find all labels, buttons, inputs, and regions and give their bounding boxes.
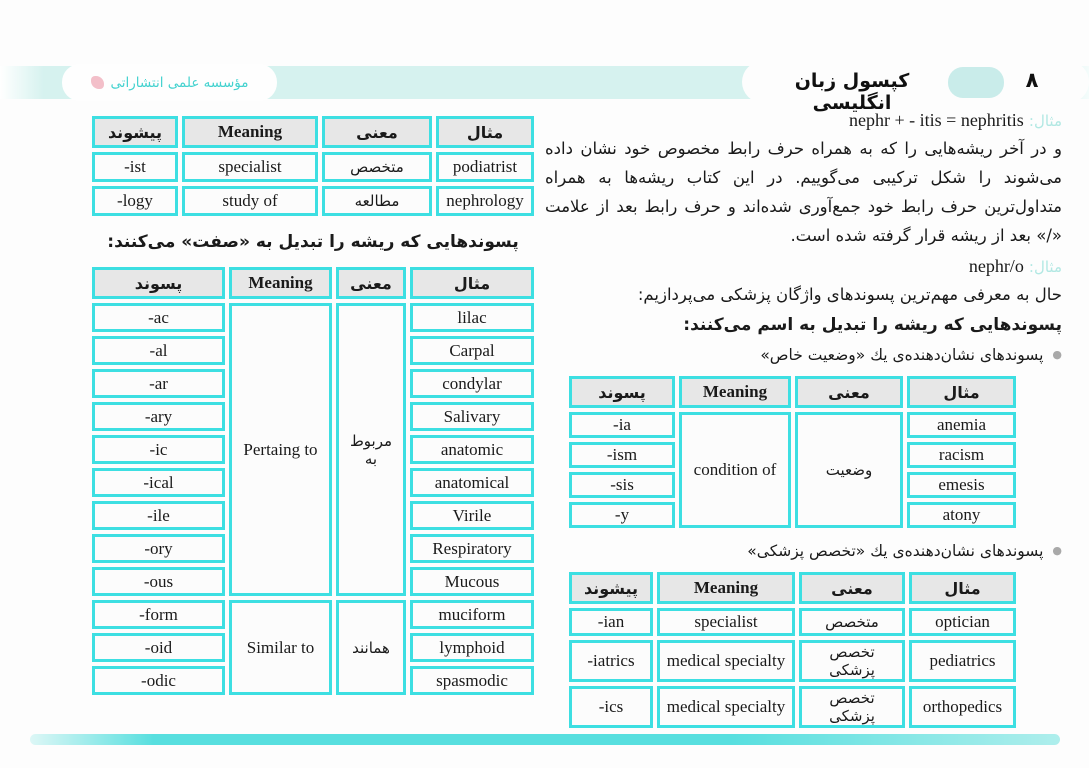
table-header-row <box>92 116 534 148</box>
col-header-suffix: پیشوند <box>569 572 653 604</box>
bullet-line-specialty <box>545 538 1062 564</box>
table-header-row <box>569 376 1016 408</box>
cell-suffix: -sis <box>569 472 675 498</box>
publisher-pill <box>62 64 277 101</box>
cell-meaning: specialist <box>657 608 795 636</box>
example-label: مثال: <box>1028 112 1062 130</box>
cell-suffix: -ous <box>92 567 225 596</box>
cell-meaning-merged: Pertaing to <box>229 303 332 596</box>
table-row <box>92 152 534 182</box>
col-header-meaning: Meaning <box>679 376 791 408</box>
cell-example: spasmodic <box>410 666 534 695</box>
cell-example: anatomic <box>410 435 534 464</box>
cell-suffix: -ist <box>92 152 178 182</box>
cell-example: muciform <box>410 600 534 629</box>
cell-example: atony <box>907 502 1016 528</box>
cell-example: Respiratory <box>410 534 534 563</box>
cell-suffix: -ac <box>92 303 225 332</box>
example-line-nephro <box>545 252 1062 280</box>
cell-persian: مطالعه <box>322 186 432 216</box>
cell-suffix: -form <box>92 600 225 629</box>
cell-meaning-merged: condition of <box>679 412 791 528</box>
example-line-nephritis <box>545 106 1062 134</box>
table-row <box>569 472 1016 498</box>
cell-suffix: -y <box>569 502 675 528</box>
header-divider <box>948 67 1004 98</box>
col-header-suffix: پسوند <box>92 267 225 299</box>
cell-example: optician <box>909 608 1016 636</box>
noun-suffix-table <box>88 112 538 220</box>
table-row <box>569 412 1016 438</box>
col-header-suffix: پسوند <box>569 376 675 408</box>
cell-example: orthopedics <box>909 686 1016 728</box>
cell-example: Virile <box>410 501 534 530</box>
intro-line: حال به معرفی مهم‌ترین پسوندهای واژگان پزشکی می‌پردازیم: <box>637 285 1062 304</box>
col-header-persian: معنی <box>799 572 905 604</box>
bullet-icon: ● <box>1052 544 1062 557</box>
col-header-suffix: پیشوند <box>92 116 178 148</box>
col-header-example: مثال <box>909 572 1016 604</box>
right-column <box>545 106 1062 738</box>
cell-example: podiatrist <box>436 152 534 182</box>
bullet-text: پسوندهای نشان‌دهنده‌ی یك «تخصص پزشکی» <box>747 542 1044 560</box>
condition-suffix-table <box>565 372 1020 532</box>
bullet-icon: ● <box>1052 348 1062 361</box>
cell-example: lymphoid <box>410 633 534 662</box>
table-row <box>569 442 1016 468</box>
footer-band <box>30 734 1060 745</box>
col-header-persian: معنی <box>795 376 903 408</box>
cell-meaning: study of <box>182 186 318 216</box>
bullet-line-condition <box>545 342 1062 368</box>
cell-suffix: -ia <box>569 412 675 438</box>
cell-suffix: -al <box>92 336 225 365</box>
col-header-example: مثال <box>410 267 534 299</box>
table-row <box>569 502 1016 528</box>
cell-persian: تخصص پزشکی <box>799 640 905 682</box>
table-row <box>92 303 534 332</box>
bullet-text: پسوندهای نشان‌دهنده‌ی یك «وضعیت خاص» <box>760 346 1044 364</box>
cell-persian: متخصص <box>799 608 905 636</box>
adjective-suffix-table <box>88 263 538 699</box>
publisher-logo-icon <box>91 76 104 89</box>
cell-suffix: -ian <box>569 608 653 636</box>
cell-persian: تخصص پزشکی <box>799 686 905 728</box>
table-header-row <box>569 572 1016 604</box>
cell-example: condylar <box>410 369 534 398</box>
cell-suffix: -ile <box>92 501 225 530</box>
noun-section-heading: پسوندهایی که ریشه را تبدیل به اسم می‌کنند: <box>683 315 1062 335</box>
example-formula: nephr + - itis = nephritis <box>849 110 1024 130</box>
col-header-example: مثال <box>436 116 534 148</box>
cell-suffix: -oid <box>92 633 225 662</box>
cell-persian-merged: همانند <box>336 600 406 695</box>
cell-example: emesis <box>907 472 1016 498</box>
cell-suffix: -ics <box>569 686 653 728</box>
page-title: کپسول زبان انگلیسی <box>794 70 910 114</box>
publisher-name: مؤسسه علمی انتشاراتی <box>110 74 249 91</box>
cell-persian: متخصص <box>322 152 432 182</box>
cell-suffix: -ar <box>92 369 225 398</box>
left-column <box>88 112 538 699</box>
cell-example: anemia <box>907 412 1016 438</box>
table-row <box>569 640 1016 682</box>
cell-suffix: -ical <box>92 468 225 497</box>
cell-example: Carpal <box>410 336 534 365</box>
table-row <box>92 186 534 216</box>
cell-suffix: -ism <box>569 442 675 468</box>
table-row <box>569 608 1016 636</box>
cell-example: Salivary <box>410 402 534 431</box>
cell-suffix: -logy <box>92 186 178 216</box>
page-number: ۸ <box>1025 68 1039 92</box>
example-label: مثال: <box>1028 258 1062 276</box>
col-header-persian: معنی <box>322 116 432 148</box>
cell-meaning: medical specialty <box>657 640 795 682</box>
cell-example: anatomical <box>410 468 534 497</box>
cell-suffix: -odic <box>92 666 225 695</box>
specialty-suffix-table <box>565 568 1020 732</box>
table-row <box>569 686 1016 728</box>
adjective-section-heading: پسوندهایی که ریشه را تبدیل به «صفت» می‌کنند: <box>107 232 519 252</box>
col-header-meaning: Meaning <box>229 267 332 299</box>
cell-example: Mucous <box>410 567 534 596</box>
cell-meaning-merged: Similar to <box>229 600 332 695</box>
cell-persian-merged: وضعیت <box>795 412 903 528</box>
table-row <box>92 600 534 629</box>
cell-suffix: -iatrics <box>569 640 653 682</box>
col-header-example: مثال <box>907 376 1016 408</box>
table-header-row <box>92 267 534 299</box>
col-header-meaning: Meaning <box>182 116 318 148</box>
col-header-persian: معنی <box>336 267 406 299</box>
cell-example: pediatrics <box>909 640 1016 682</box>
cell-example: lilac <box>410 303 534 332</box>
cell-meaning: medical specialty <box>657 686 795 728</box>
body-paragraph: و در آخر ریشه‌هایی را که به همراه حرف رابط مخصوص خود نشان داده می‌شوند را شکل ترکیبی می‌گوییم. در این کتاب ریشه‌ها به همراه متداول‌ترین حرف رابط خود جمع‌آوری شده‌اند و حرف رابط بعد از علامت «/» بعد از ریشه قرار گرفته شده است. <box>545 139 1062 245</box>
col-header-meaning: Meaning <box>657 572 795 604</box>
cell-suffix: -ary <box>92 402 225 431</box>
cell-example: racism <box>907 442 1016 468</box>
cell-persian-merged: مربوط به <box>336 303 406 596</box>
cell-suffix: -ic <box>92 435 225 464</box>
example-formula: nephr/o <box>968 256 1024 276</box>
cell-example: nephrology <box>436 186 534 216</box>
cell-meaning: specialist <box>182 152 318 182</box>
cell-suffix: -ory <box>92 534 225 563</box>
